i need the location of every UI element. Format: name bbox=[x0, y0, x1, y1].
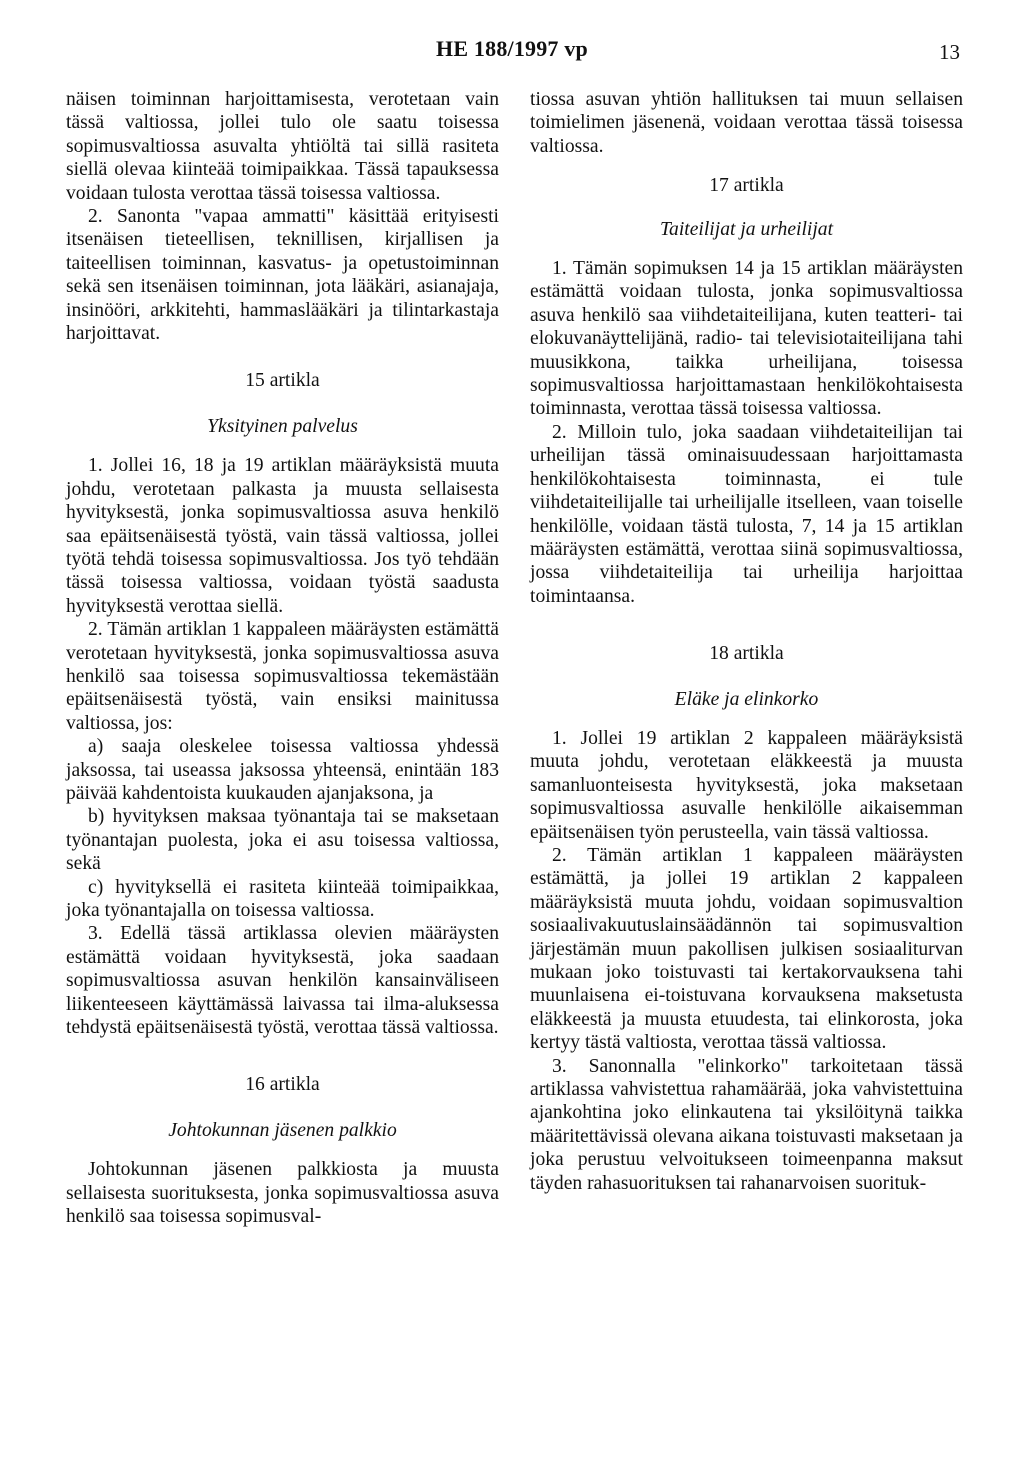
article-15-item-a: a) saaja oleskelee toisessa valtiossa yhdessä jaksossa, tai useassa jaksossa yhteensä, enintään 183 päivää kahdentoista kuukauden ajanjaksona, ja bbox=[66, 736, 499, 804]
article-15-number: 15 artikla bbox=[245, 370, 320, 392]
article-16-title: Johtokunnan jäsenen palkkio bbox=[168, 1119, 397, 1141]
article-15-paragraph-1: 1. Jollei 16, 18 ja 19 artiklan määräyksistä muuta johdu, verotetaan palkasta ja muusta sellaisesta hyvityksestä, jonka sopimusvaltiossa asuva henkilö saa epäitsenäisestä työstä, vain tässä valtiossa, jollei työtä tehdä toisessa sopimusvaltiossa. Jos työ tehdään tässä toisessa valtiossa, voidaan työstä saadusta hyvityksestä verottaa siellä. bbox=[66, 455, 499, 617]
article-17-title: Taiteilijat ja urheilijat bbox=[659, 218, 834, 240]
article-16-paragraph-1: Johtokunnan jäsenen palkkiosta ja muusta sellaisesta suorituksesta, jonka sopimusvaltiossa asuva henkilö saa toisessa sopimusval- bbox=[66, 1159, 499, 1228]
article-15-item-c: c) hyvityksellä ei rasiteta kiinteää toimipaikkaa, joka työnantajalla on toisessa valtiossa. bbox=[66, 876, 499, 921]
right-column bbox=[530, 88, 963, 1195]
document-reference: HE 188/1997 vp bbox=[436, 36, 588, 61]
article-18-paragraph-3: 3. Sanonnalla "elinkorko" tarkoitetaan tässä artiklassa vahvistettua rahamäärää, joka vahvistettuina ajankohtina joko elinkautena tai yksilöitynä taikka määritettävissä olevana aikana toistuvasti maksetaan ja joka perustuu velvoitukseen toimeenpanna maksut täyden rahasuorituksen tai rahanarvoisen suorituk- bbox=[530, 1055, 963, 1194]
paragraph-continuation: näisen toiminnan harjoittamisesta, verotetaan vain tässä valtiossa, jollei tulo ole saatu toisessa sopimusvaltiossa asuvalta yhtiöltä tai sillä rasiteta siellä olevaa kiinteää toimipaikkaa. Tässä tapauksessa voidaan tulosta verottaa tässä toisessa valtiossa. bbox=[66, 89, 499, 204]
article-15-paragraph-3: 3. Edellä tässä artiklassa olevien määräysten estämättä voidaan hyvityksestä, joka saadaan sopimusvaltiossa asuvan henkilön kansainväliseen liikenteeseen käyttämässä laivassa tai ilma-aluksessa tehdystä epäitsenäisestä työstä, verottaa tässä valtiossa. bbox=[66, 923, 499, 1039]
article-18-paragraph-2: 2. Tämän artiklan 1 kappaleen määräysten estämättä, ja jollei 19 artiklan 2 kappaleen määräyksistä muuta johdu, voidaan sopimusvaltion sosiaalivakuutuslainsäädännön tai sopimusvaltion järjestämän muun pakollisen julkisen sosiaaliturvan mukaan joko toistuvasti tai kertakorvauksena tahi muunlaisena ei-toistuvana korvauksena maksetusta eläkkeestä ja muusta etuudesta, tai elinkorosta, joka kertyy tästä valtiosta, verottaa tässä valtiossa. bbox=[530, 844, 963, 1054]
article-17-paragraph-2: 2. Milloin tulo, joka saadaan viihdetaiteilijan tai urheilijan tässä ominaisuudessaan harjoittamasta henkilökohtaisesta toiminnasta, ei tule viihdetaiteilijalle tai urheilijalle itselleen, vaan toiselle henkilölle, voidaan tästä tulosta, 7, 14 ja 15 artiklan määräysten estämättä, verottaa siinä sopimusvaltiossa, jossa viihdetaiteilija tai urheilija harjoittaa toimintaansa. bbox=[530, 421, 963, 607]
article-17-number: 17 artikla bbox=[709, 175, 784, 197]
article-17-paragraph-1: 1. Tämän sopimuksen 14 ja 15 artiklan määräysten estämättä voidaan tulosta, jonka sopimusvaltiossa asuva henkilö saa viihdetaiteilijana, kuten teatteri- tai elokuvanäyttelijänä, radio- tai televisiotaiteilijana tahi muusikkona, taikka urheilijana, toisessa sopimusvaltiossa harjoittamastaan henkilökohtaisesta toiminnasta, verottaa tässä toisessa valtiossa. bbox=[530, 258, 963, 420]
article-18-title: Eläke ja elinkorko bbox=[674, 688, 819, 710]
paragraph-2-vapaa-ammatti: 2. Sanonta "vapaa ammatti" käsittää erityisesti itsenäisen tieteellisen, teknillisen, kirjallisen ja taiteellisen toiminnan, kasvatus- ja opetustoiminnan sekä sen itsenäisen toiminnan, jota lääkäri, asianajaja, insinööri, arkkitehti, hammaslääkäri ja tilintarkastaja harjoittavat. bbox=[66, 206, 499, 345]
page-number: 13 bbox=[939, 40, 960, 64]
article-15-item-b: b) hyvityksen maksaa työnantaja tai se maksetaan työnantajan puolesta, joka ei asu toisessa valtiossa, sekä bbox=[66, 806, 499, 875]
article-15-title: Yksityinen palvelus bbox=[207, 415, 358, 437]
left-column bbox=[66, 88, 499, 1228]
paragraph-continuation: tiossa asuvan yhtiön hallituksen tai muun sellaisen toimielimen jäsenenä, voidaan verottaa tässä toisessa valtiossa. bbox=[530, 89, 963, 157]
article-15-paragraph-2: 2. Tämän artiklan 1 kappaleen määräysten estämättä verotetaan hyvityksestä, jonka sopimusvaltiossa asuva henkilö saa toisessa sopimusvaltiossa tekemästään epäitsenäisestä työstä, vain ensiksi mainitussa valtiossa, jos: bbox=[66, 619, 499, 734]
article-18-number: 18 artikla bbox=[709, 643, 784, 665]
article-16-number: 16 artikla bbox=[245, 1074, 320, 1096]
article-18-paragraph-1: 1. Jollei 19 artiklan 2 kappaleen määräyksistä muuta johdu, verotetaan eläkkeestä ja muusta samanluonteisesta hyvityksestä, joka maksetaan sopimusvaltiossa asuvalle henkilölle aikaisemman epäitsenäisen työn perusteella, vain tässä valtiossa. bbox=[530, 727, 963, 843]
